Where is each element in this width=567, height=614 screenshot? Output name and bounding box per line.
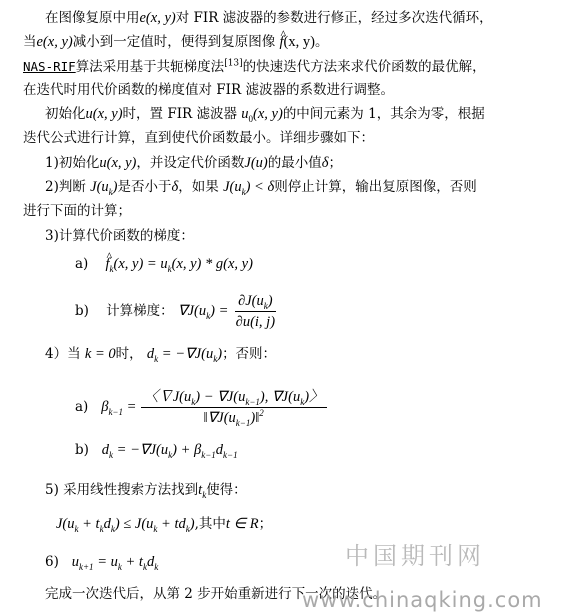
step2-line2: 进行下面的计算； [23, 203, 131, 219]
step4-title: 4）当 k = 0时， $d_k = -\nabla J(u_k)$；否则： [45, 346, 277, 364]
step5-title: 5) 采用线性搜索方法找到$t_k$使得： [45, 482, 247, 500]
step6: 6) $u_{k+1} = u_k + t_kd_k$ [45, 554, 159, 572]
beta-fraction: $\frac{〈\nabla J(u_k) - \nabla J(u_{k-1}), \nabla J(u_k)〉}{‖\nabla J(u_{k-1})‖^2}$ [141, 388, 327, 427]
step4-eq-b: b) $d_k = -\nabla J(u_k) + \beta_{k-1}d_{k-1}$ [75, 442, 238, 460]
para3-line1: 初始化u(x, y)时，置 FIR 滤波器 $u_0(x$, y)的中间元素为 1，其余为零，根据 [45, 106, 485, 124]
nas-rif-term: NAS-RIF [23, 59, 76, 74]
para1-line2: 当e(x, y)减小到一定值时，便得到复原图像 ^ f(x, y)。 [23, 33, 328, 51]
math-e-xy: e(x, y) [36, 34, 73, 50]
math-u-xy: u(x, y) [85, 106, 123, 122]
para2-line1: NAS-RIF算法采用基于共轭梯度法[13]的快速迭代方法来求代价函数的最优解， [23, 58, 486, 75]
step5-eq: $J(u_k + t_kd_k) \le J(u_k + td_k)$,其中t ∈ R； [56, 516, 273, 534]
step3-title: 3)计算代价函数的梯度： [45, 228, 194, 244]
para1-line1: 在图像复原中用e(x, y)对 FIR 滤波器的参数进行修正，经过多次迭代循环， [45, 10, 493, 26]
step4-eq-a: a) $\beta_{k-1}$ = $\frac{〈\nabla J(u_k) - \nabla J(u_{k-1}), \nabla J(u_k)〉}{‖\nabla J(u_{k-1})‖^2}$ [75, 388, 327, 427]
gradient-fraction: $\frac{\partial J(u_k)}{\partial u(i, j)}$ [235, 293, 276, 330]
step3-eq-b: b) 计算梯度： $\nabla J(u_k)$ = $\frac{\partial J(u_k)}{\partial u(i, j)}$ [75, 292, 278, 331]
math-u0: $u_0(x$, y) [241, 106, 283, 124]
step2-line1: 2)判断 $J(u_k)$是否小于δ，如果 $J(u_k) < \delta$则停止计算，输出复原图像，否则 [45, 179, 477, 197]
para3-line2: 迭代公式进行计算，直到使代价函数最小。详细步骤如下： [23, 130, 374, 146]
closing-line: 完成一次迭代后，从第 2 步开始重新进行下一次的迭代。 [45, 586, 387, 602]
math-f-hat: ^ f(x, y) [280, 34, 315, 50]
citation: [13] [224, 58, 243, 69]
watermark-url: www.chinaqking.com [302, 588, 543, 612]
watermark-cn: 中国期刊网 [345, 542, 485, 570]
para2-line2: 在迭代时用代价函数的梯度值对 FIR 滤波器的系数进行调整。 [23, 82, 394, 98]
step1: 1)初始化u(x, y)，并设定代价函数J(u)的最小值δ； [45, 155, 342, 171]
math-e-xy: e(x, y) [139, 10, 176, 26]
step3-eq-a: a) ^ $f_k(x$, $y) = u_k(x$, y) * g(x, y) [75, 255, 253, 273]
